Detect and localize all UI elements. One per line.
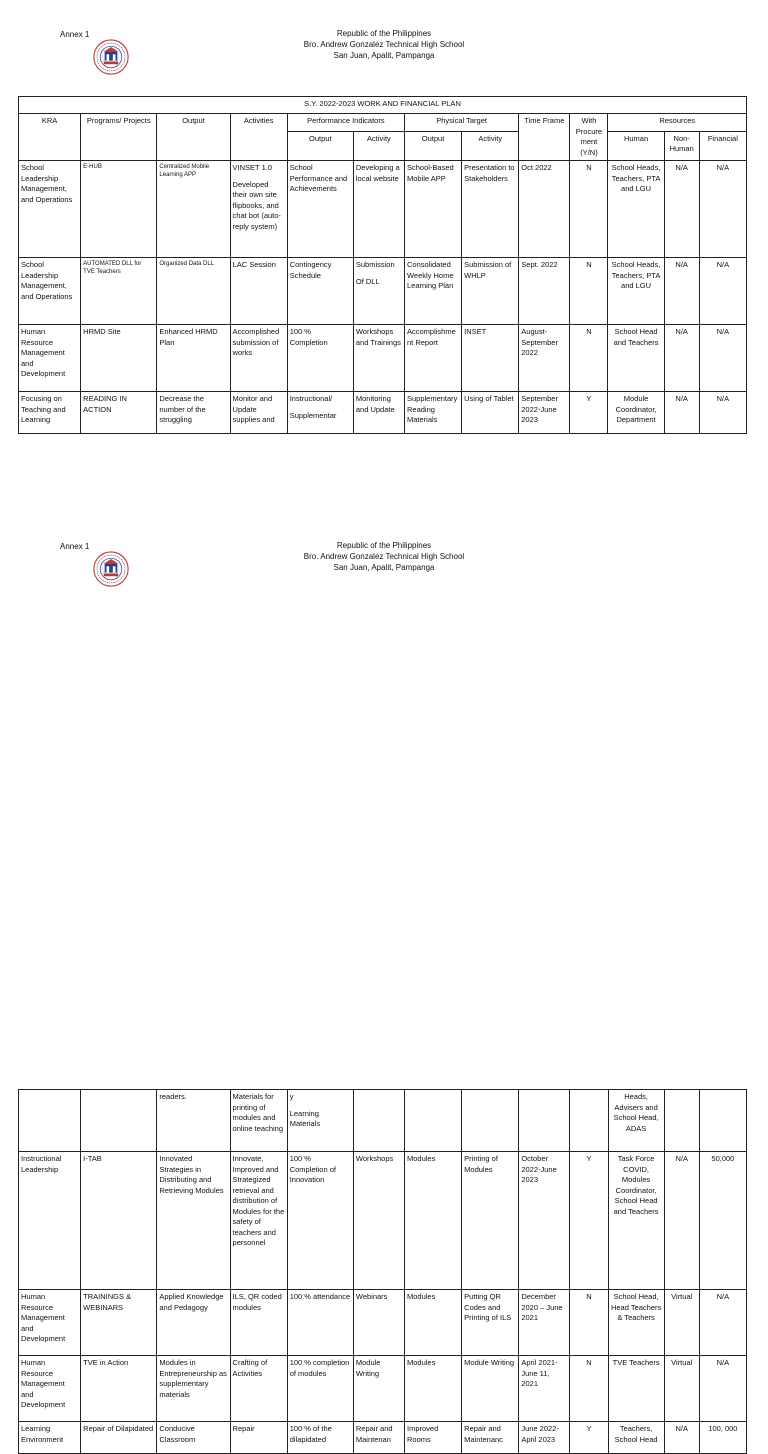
cell-pt-output: Improved Rooms bbox=[405, 1422, 462, 1454]
cell-output: Conducive Classroom bbox=[157, 1422, 230, 1454]
col-time-frame: Time Frame bbox=[519, 114, 570, 161]
cell-human: Heads, Advisers and School Head, ADAS bbox=[608, 1090, 664, 1152]
cell-pi-activity bbox=[353, 258, 404, 325]
pi-output-line-2: Learning Materials bbox=[289, 1108, 321, 1128]
cell-activities bbox=[230, 161, 287, 258]
cell-pi-output: 100 % completion of modules bbox=[287, 1356, 353, 1422]
cell-kra: School Leadership Management, and Operations bbox=[19, 161, 81, 258]
cell-program: Repair of Dilapidated bbox=[81, 1422, 157, 1454]
cell-pi-output bbox=[287, 392, 353, 434]
cell-human: School Heads, Teachers, PTA and LGU bbox=[608, 258, 664, 325]
school-seal-logo bbox=[93, 39, 129, 75]
cell-pi-output: 100 % attendance bbox=[287, 1290, 353, 1356]
cell-human: School Head and Teachers bbox=[608, 325, 664, 392]
cell-kra: Human Resource Management and Development bbox=[19, 1356, 81, 1422]
cell-financial: N/A bbox=[699, 258, 746, 325]
cell-nonhuman: Virtual bbox=[664, 1290, 699, 1356]
table-row bbox=[19, 325, 747, 392]
activity-detail: Developed their own site flipbooks, and chat bot (auto-reply system) bbox=[232, 179, 281, 231]
cell-pi-activity: Repair and Maintenan bbox=[353, 1422, 404, 1454]
document-page-1 bbox=[0, 0, 768, 512]
cell-program: TVE in Action bbox=[81, 1356, 157, 1422]
header-line-3: San Juan, Apalit, Pampanga bbox=[333, 51, 435, 60]
cell-procurement: Y bbox=[570, 392, 608, 434]
cell-kra: School Leadership Management, and Operations bbox=[19, 258, 81, 325]
header-line-3: San Juan, Apalit, Pampanga bbox=[333, 563, 435, 572]
cell-time-frame bbox=[519, 1090, 570, 1152]
cell-pt-activity: Submission of WHLP bbox=[462, 258, 519, 325]
cell-program: READING IN ACTION bbox=[81, 392, 157, 434]
cell-activities: LAC Session bbox=[230, 258, 287, 325]
header-line-2: Bro. Andrew Gonzalez Technical High School bbox=[303, 552, 465, 561]
cell-time-frame: April 2021-June 11, 2021 bbox=[519, 1356, 570, 1422]
col-performance-indicators: Performance Indicators bbox=[287, 114, 404, 132]
cell-output: Innovated Strategies in Distributing and Retrieving Modules bbox=[157, 1152, 230, 1290]
document-page-2 bbox=[0, 512, 768, 1444]
cell-output: Organized Data DLL bbox=[157, 258, 230, 325]
col-output: Output bbox=[157, 114, 230, 161]
cell-output: Modules in Entrepreneurship as supplementary materials bbox=[157, 1356, 230, 1422]
cell-kra: Human Resource Management and Development bbox=[19, 325, 81, 392]
table-title: S.Y. 2022-2023 WORK AND FINANCIAL PLAN bbox=[19, 97, 747, 114]
col-programs: Programs/ Projects bbox=[81, 114, 157, 161]
table-row bbox=[19, 392, 747, 434]
cell-financial: N/A bbox=[699, 1290, 746, 1356]
table-header-row bbox=[19, 114, 747, 132]
cell-procurement: Y bbox=[570, 1152, 608, 1290]
col-activities: Activities bbox=[230, 114, 287, 161]
cell-output: Centralized Mobile Learning APP bbox=[157, 161, 230, 258]
cell-nonhuman: N/A bbox=[664, 258, 699, 325]
cell-human: Teachers, School Head bbox=[608, 1422, 664, 1454]
cell-procurement: N bbox=[570, 325, 608, 392]
cell-pt-output: Modules bbox=[405, 1356, 462, 1422]
cell-activities: Crafting of Activities bbox=[230, 1356, 287, 1422]
table-row bbox=[19, 1152, 747, 1290]
cell-pi-activity: Monitoring and Update bbox=[353, 392, 404, 434]
cell-time-frame: June 2022-April 2023 bbox=[519, 1422, 570, 1454]
cell-kra bbox=[19, 1090, 81, 1152]
cell-pi-output: 100 % of the dilapidated bbox=[287, 1422, 353, 1454]
col-nonhuman: Non-Human bbox=[664, 131, 699, 160]
table-row bbox=[19, 161, 747, 258]
cell-nonhuman: Virtual bbox=[664, 1356, 699, 1422]
cell-human: TVE Teachers bbox=[608, 1356, 664, 1422]
cell-pt-output bbox=[405, 1090, 462, 1152]
table-row bbox=[19, 258, 747, 325]
col-financial: Financial bbox=[699, 131, 746, 160]
cell-pt-output: Consolidated Weekly Home Learning Plan bbox=[404, 258, 461, 325]
col-pt-output: Output bbox=[404, 131, 461, 160]
cell-pi-activity: Developing a local website bbox=[353, 161, 404, 258]
cell-financial: N/A bbox=[699, 1356, 746, 1422]
header-line-1: Republic of the Philippines bbox=[336, 541, 432, 550]
cell-financial: N/A bbox=[699, 161, 746, 258]
annex-label: Annex 1 bbox=[60, 542, 90, 551]
header-line-1: Republic of the Philippines bbox=[336, 29, 432, 38]
cell-nonhuman: N/A bbox=[664, 1152, 699, 1290]
cell-financial: N/A bbox=[699, 325, 746, 392]
cell-program: TRAININGS & WEBINARS bbox=[81, 1290, 157, 1356]
work-financial-plan-table bbox=[18, 96, 747, 434]
cell-pt-activity: INSET bbox=[462, 325, 519, 392]
cell-time-frame: Oct 2022 bbox=[519, 161, 570, 258]
cell-activities: Repair bbox=[230, 1422, 287, 1454]
cell-program: I-TAB bbox=[81, 1152, 157, 1290]
cell-activities: Accomplished submission of works bbox=[230, 325, 287, 392]
cell-procurement: N bbox=[570, 1356, 608, 1422]
pi-output-line-2: Supplementar bbox=[289, 410, 337, 420]
cell-pt-activity: Presentation to Stakeholders bbox=[462, 161, 519, 258]
cell-pt-activity: Putting QR Codes and Printing of ILS bbox=[462, 1290, 519, 1356]
table-row bbox=[19, 1090, 747, 1152]
work-financial-plan-table-continued bbox=[18, 1089, 747, 1454]
cell-procurement: Y bbox=[570, 1422, 608, 1454]
cell-pi-output: School Performance and Achievements bbox=[287, 161, 353, 258]
cell-program: AUTOMATED DLL for TVE Teachers bbox=[81, 258, 157, 325]
cell-kra: Human Resource Management and Development bbox=[19, 1290, 81, 1356]
cell-output: Enhanced HRMD Plan bbox=[157, 325, 230, 392]
cell-pt-activity: Using of Tablet bbox=[462, 392, 519, 434]
cell-pt-activity: Repair and Maintenanc bbox=[462, 1422, 519, 1454]
annex-label: Annex 1 bbox=[60, 30, 90, 39]
cell-kra: Learning Environment bbox=[19, 1422, 81, 1454]
cell-human: Task Force COVID, Modules Coordinator, School Head and Teachers bbox=[608, 1152, 664, 1290]
cell-program bbox=[81, 1090, 157, 1152]
pi-output-line-1: y bbox=[289, 1092, 294, 1101]
school-seal-logo bbox=[93, 551, 129, 587]
cell-activities: ILS, QR coded modules bbox=[230, 1290, 287, 1356]
cell-program: HRMD Site bbox=[81, 325, 157, 392]
cell-pt-activity: Printing of Modules bbox=[462, 1152, 519, 1290]
cell-activities: Innovate, Improved and Strategized retrieval and distribution of Modules for the safety of teachers and personnel bbox=[230, 1152, 287, 1290]
col-kra: KRA bbox=[19, 114, 81, 161]
col-procurement: With Procure ment (Y/N) bbox=[570, 114, 608, 161]
cell-financial bbox=[699, 1090, 746, 1152]
cell-financial: 100, 000 bbox=[699, 1422, 746, 1454]
cell-procurement: N bbox=[570, 258, 608, 325]
cell-pi-activity: Workshops and Trainings bbox=[353, 325, 404, 392]
cell-pt-output: Accomplishment Report bbox=[404, 325, 461, 392]
col-physical-target: Physical Target bbox=[404, 114, 518, 132]
cell-procurement: N bbox=[570, 1290, 608, 1356]
cell-human: School Heads, Teachers, PTA and LGU bbox=[608, 161, 664, 258]
cell-nonhuman: N/A bbox=[664, 325, 699, 392]
col-human: Human bbox=[608, 131, 664, 160]
cell-time-frame: December 2020 – June 2021 bbox=[519, 1290, 570, 1356]
cell-time-frame: October 2022-June 2023 bbox=[519, 1152, 570, 1290]
cell-time-frame: Sept. 2022 bbox=[519, 258, 570, 325]
cell-pi-activity bbox=[353, 1090, 404, 1152]
pi-activity-line-2: Of DLL bbox=[355, 276, 380, 286]
cell-human: School Head, Head Teachers & Teachers bbox=[608, 1290, 664, 1356]
cell-output: readers. bbox=[157, 1090, 230, 1152]
cell-pi-activity: Workshops bbox=[353, 1152, 404, 1290]
cell-kra: Instructional Leadership bbox=[19, 1152, 81, 1290]
cell-program: E-HUB bbox=[81, 161, 157, 258]
cell-human: Module Coordinator, Department bbox=[608, 392, 664, 434]
cell-financial: N/A bbox=[699, 392, 746, 434]
cell-output: Decrease the number of the struggling bbox=[157, 392, 230, 434]
header-line-2: Bro. Andrew Gonzalez Technical High School bbox=[303, 40, 465, 49]
cell-nonhuman bbox=[664, 1090, 699, 1152]
cell-pt-activity bbox=[462, 1090, 519, 1152]
cell-time-frame: August-September 2022 bbox=[519, 325, 570, 392]
cell-activities: Monitor and Update supplies and bbox=[230, 392, 287, 434]
cell-pi-output bbox=[287, 1090, 353, 1152]
cell-pt-output: Supplementary Reading Materials bbox=[404, 392, 461, 434]
table-row bbox=[19, 1422, 747, 1454]
table-row bbox=[19, 1290, 747, 1356]
table-title-row bbox=[19, 97, 747, 114]
cell-pi-output: Contingency Schedule bbox=[287, 258, 353, 325]
cell-pi-output: 100 % Completion of Innovation bbox=[287, 1152, 353, 1290]
cell-nonhuman: N/A bbox=[664, 392, 699, 434]
cell-pt-activity: Module Writing bbox=[462, 1356, 519, 1422]
cell-nonhuman: N/A bbox=[664, 1422, 699, 1454]
col-pt-activity: Activity bbox=[462, 131, 519, 160]
cell-pt-output: Modules bbox=[405, 1290, 462, 1356]
cell-pi-activity: Module Writing bbox=[353, 1356, 404, 1422]
cell-activities: Materials for printing of modules and online teaching bbox=[230, 1090, 287, 1152]
cell-procurement: N bbox=[570, 161, 608, 258]
pi-activity-line-1: Submission bbox=[355, 260, 395, 269]
cell-financial: 50,000 bbox=[699, 1152, 746, 1290]
cell-output: Applied Knowledge and Pedagogy bbox=[157, 1290, 230, 1356]
cell-pi-output: 100 % Completion bbox=[287, 325, 353, 392]
cell-pi-activity: Webinars bbox=[353, 1290, 404, 1356]
table-row bbox=[19, 1356, 747, 1422]
col-resources: Resources bbox=[608, 114, 747, 132]
activity-title: VINSET 1.0 bbox=[232, 163, 273, 172]
cell-pt-output: Modules bbox=[405, 1152, 462, 1290]
cell-time-frame: September 2022-June 2023 bbox=[519, 392, 570, 434]
cell-nonhuman: N/A bbox=[664, 161, 699, 258]
col-pi-activity: Activity bbox=[353, 131, 404, 160]
col-pi-output: Output bbox=[287, 131, 353, 160]
cell-kra: Focusing on Teaching and Learning bbox=[19, 392, 81, 434]
cell-pt-output: School-Based Mobile APP bbox=[404, 161, 461, 258]
cell-procurement bbox=[570, 1090, 608, 1152]
pi-output-line-1: Instructional/ bbox=[289, 394, 333, 403]
